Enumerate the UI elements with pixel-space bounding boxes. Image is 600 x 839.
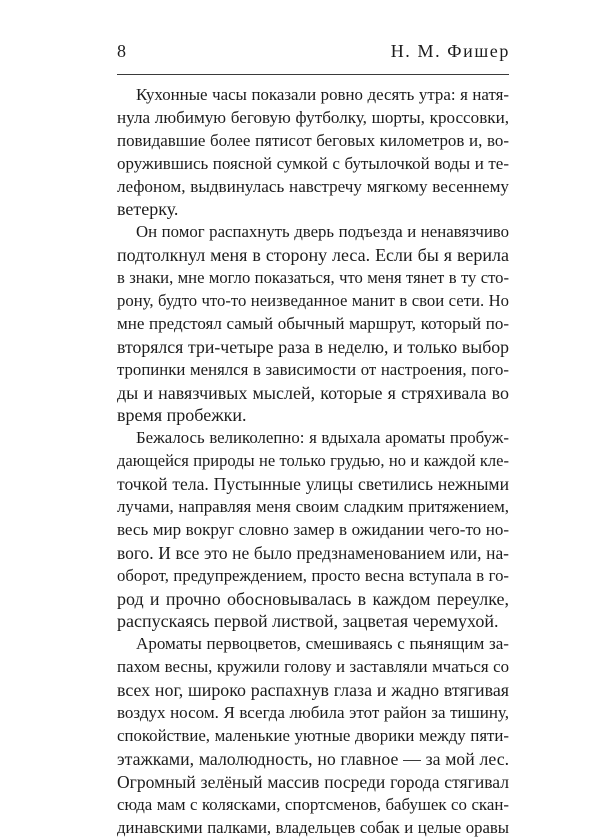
text-line: вого. И все это не было предзнаменованием или, на- bbox=[117, 542, 509, 565]
text-line: динавскими палками, владельцев собак и целые оравы bbox=[117, 817, 509, 839]
header-rule bbox=[117, 74, 509, 75]
text-line: весь мир вокруг словно замер в ожидании чего-то но- bbox=[117, 519, 509, 542]
text-line: нула любимую беговую футболку, шорты, кроссовки, bbox=[117, 107, 509, 130]
text-line: всех ног, широко распахнув глаза и жадно втягивая bbox=[117, 679, 509, 702]
text-line: вторялся три-четыре раза в неделю, и только выбор bbox=[117, 336, 509, 359]
text-line: Огромный зелёный массив посреди города стягивал bbox=[117, 771, 509, 794]
text-line: оружившись поясной сумкой с бутылочкой воды и те- bbox=[117, 153, 509, 176]
body-text bbox=[117, 84, 509, 839]
text-line: Кухонные часы показали ровно десять утра: я натя- bbox=[117, 84, 509, 107]
text-line: тропинки менялся в зависимости от настроения, пого- bbox=[117, 359, 509, 382]
text-line: оборот, предупреждением, просто весна вступала в го- bbox=[117, 565, 509, 588]
page-number: 8 bbox=[117, 40, 126, 62]
text-line: лефоном, выдвинулась навстречу мягкому весеннему bbox=[117, 176, 509, 199]
text-line: лучами, направляя меня своим сладким притяжением, bbox=[117, 496, 509, 519]
text-line: воздух носом. Я всегда любила этот район за тишину, bbox=[117, 702, 509, 725]
text-line: точкой тела. Пустынные улицы светились нежными bbox=[117, 473, 509, 496]
text-line: рону, будто что-то неизведанное манит в свои сети. Но bbox=[117, 290, 509, 313]
text-line: распускаясь первой листвой, зацветая черемухой. bbox=[117, 610, 509, 633]
text-line: этажками, малолюдность, но главное — за мой лес. bbox=[117, 748, 509, 771]
text-line: род и прочно обосновывалась в каждом переулке, bbox=[117, 588, 509, 611]
text-line: Он помог распахнуть дверь подъезда и ненавязчиво bbox=[117, 221, 509, 244]
text-line: подтолкнул меня в сторону леса. Если бы я верила bbox=[117, 244, 509, 267]
text-line: пахом весны, кружили голову и заставляли мчаться со bbox=[117, 656, 509, 679]
text-line: Ароматы первоцветов, смешиваясь с пьянящим за- bbox=[117, 633, 509, 656]
text-line: время пробежки. bbox=[117, 404, 509, 427]
text-line: ды и навязчивых мыслей, которые я стряхивала во bbox=[117, 382, 509, 405]
text-line: повидавшие более пятисот беговых километров и, во- bbox=[117, 130, 509, 153]
text-line: дающейся природы не только грудью, но и каждой кле- bbox=[117, 450, 509, 473]
text-line: ветерку. bbox=[117, 198, 509, 221]
text-line: в знаки, мне могло показаться, что меня тянет в ту сто- bbox=[117, 267, 509, 290]
text-line: мне предстоял самый обычный маршрут, который по- bbox=[117, 313, 509, 336]
text-line: Бежалось великолепно: я вдыхала ароматы пробуж- bbox=[117, 427, 509, 450]
text-line: сюда мам с колясками, спортсменов, бабушек со скан- bbox=[117, 794, 509, 817]
running-head-author: Н. М. Фишер bbox=[391, 40, 510, 62]
text-line: спокойствие, маленькие уютные дворики между пяти- bbox=[117, 725, 509, 748]
